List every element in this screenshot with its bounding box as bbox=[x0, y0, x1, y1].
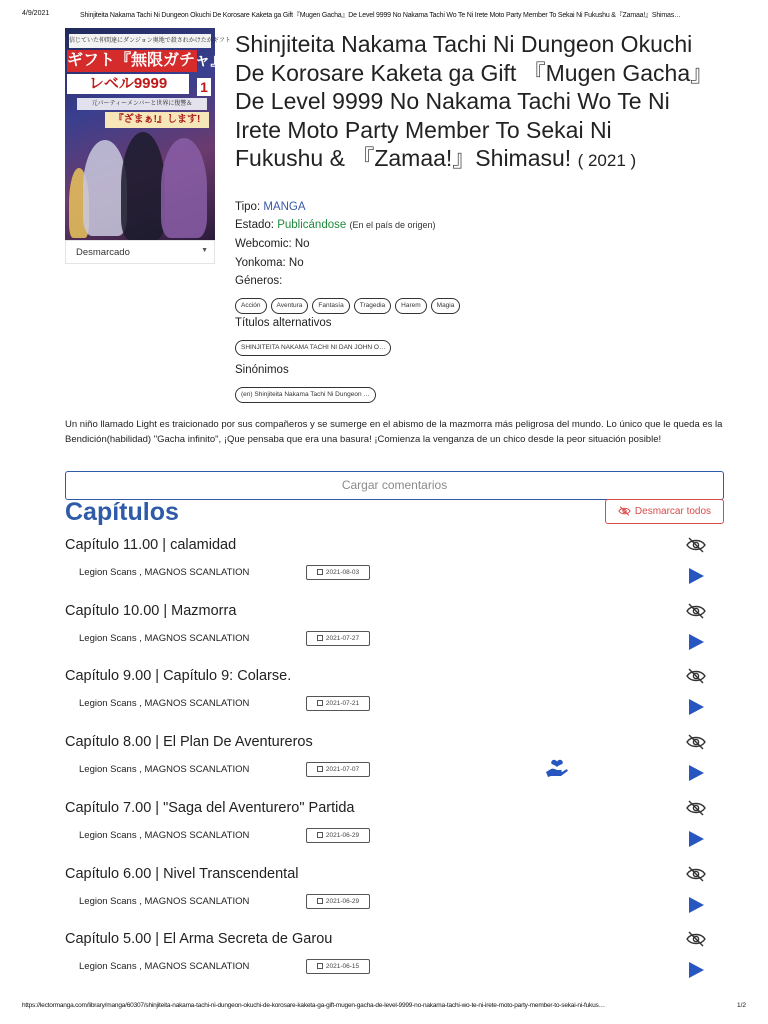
calendar-icon bbox=[317, 832, 323, 838]
scanlation-groups[interactable]: Legion Scans , MAGNOS SCANLATION bbox=[79, 764, 250, 775]
play-icon[interactable] bbox=[689, 962, 704, 978]
cover-text: ギフト『無限ガチャ』で bbox=[67, 50, 197, 72]
calendar-icon bbox=[317, 898, 323, 904]
manga-year: ( 2021 ) bbox=[577, 151, 637, 170]
chapter-title-link[interactable]: Capítulo 9.00 | Capítulo 9: Colarse. bbox=[65, 668, 292, 684]
calendar-icon bbox=[317, 963, 323, 969]
cover-figure bbox=[161, 138, 207, 238]
chapter-date bbox=[306, 762, 370, 777]
unmark-all-button[interactable] bbox=[605, 499, 724, 524]
play-icon[interactable] bbox=[689, 831, 704, 847]
print-title: Shinjiteita Nakama Tachi Ni Dungeon Okuchi De Korosare Kaketa ga Gift『Mugen Gacha』De Level 9999 No Nakama Tachi Wo Te Ni Irete Moto Party Member To Sekai Ni Fukushu &『Zamaa!』Shimas… bbox=[80, 12, 681, 19]
chapter-date bbox=[306, 959, 370, 974]
cover-text: 信じていた仲間達にダンジョン奥地で殺されかけたがギフト bbox=[69, 34, 211, 48]
status-value: Publicándose bbox=[277, 219, 347, 231]
chapter-date bbox=[306, 894, 370, 909]
print-header bbox=[22, 10, 746, 22]
cover-text: 元パーティーメンバーと世界に復讐＆ bbox=[77, 98, 207, 110]
play-icon[interactable] bbox=[689, 699, 704, 715]
synonyms-label: Sinónimos bbox=[235, 364, 289, 376]
status-label: Estado: bbox=[235, 219, 274, 231]
chapter-row bbox=[65, 931, 724, 991]
manga-cover[interactable] bbox=[65, 28, 243, 240]
hand-heart-icon[interactable] bbox=[545, 758, 569, 778]
eye-slash-icon bbox=[618, 506, 631, 516]
genre-chip[interactable]: Fantasía bbox=[312, 298, 349, 314]
calendar-icon bbox=[317, 766, 323, 772]
chapter-date-text: 2021-08-03 bbox=[325, 569, 360, 576]
chapter-date-text: 2021-07-27 bbox=[325, 635, 360, 642]
genre-chip[interactable]: Aventura bbox=[271, 298, 309, 314]
chapter-date-text: 2021-07-21 bbox=[325, 700, 360, 707]
calendar-icon bbox=[317, 569, 323, 575]
status-note: (En el país de origen) bbox=[349, 220, 436, 230]
eye-slash-icon[interactable] bbox=[686, 866, 706, 882]
page-title bbox=[235, 30, 705, 176]
chapter-row bbox=[65, 603, 724, 663]
eye-slash-icon[interactable] bbox=[686, 603, 706, 619]
chapter-title-link[interactable]: Capítulo 11.00 | calamidad bbox=[65, 537, 237, 553]
chapter-title-link[interactable]: Capítulo 7.00 | "Saga del Aventurero" Partida bbox=[65, 800, 355, 816]
calendar-icon bbox=[317, 700, 323, 706]
chapter-row bbox=[65, 668, 724, 728]
chapter-date bbox=[306, 696, 370, 711]
print-footer bbox=[22, 1002, 746, 1014]
reading-status-value: Desmarcado bbox=[76, 247, 130, 258]
cover-text: レベル9999 bbox=[67, 74, 189, 94]
type-label: Tipo: bbox=[235, 201, 261, 213]
play-icon[interactable] bbox=[689, 897, 704, 913]
chapter-row bbox=[65, 734, 724, 794]
manga-description: Un niño llamado Light es traicionado por sus compañeros y se sumerge en el abismo de la mazmorra más peligrosa del mundo. Lo único que le queda es la Bendición(habilidad) "Gacha infinito", ¡Que pensaba que era una basura! ¡Comienza la venganza de un chico desde la peor situación posible! bbox=[65, 419, 723, 445]
cover-text: 『ざまぁ!』します! bbox=[105, 112, 209, 128]
eye-slash-icon[interactable] bbox=[686, 668, 706, 684]
manga-title: Shinjiteita Nakama Tachi Ni Dungeon Okuchi De Korosare Kaketa ga Gift 『Mugen Gacha』De Level 9999 No Nakama Tachi Wo Te Ni Irete Moto Party Member To Sekai Ni Fukushu & 『Zamaa!』Shimasu! bbox=[235, 31, 702, 171]
play-icon[interactable] bbox=[689, 568, 704, 584]
chapter-title-link[interactable]: Capítulo 8.00 | El Plan De Aventureros bbox=[65, 734, 313, 750]
alt-title-chip[interactable]: SHINJITEITA NAKAMA TACHI NI DAN JOHN O… bbox=[235, 340, 391, 356]
scanlation-groups[interactable]: Legion Scans , MAGNOS SCANLATION bbox=[79, 896, 250, 907]
genre-chip[interactable]: Harem bbox=[395, 298, 427, 314]
eye-slash-icon[interactable] bbox=[686, 800, 706, 816]
type-link[interactable]: MANGA bbox=[263, 201, 306, 213]
genre-chip[interactable]: Acción bbox=[235, 298, 267, 314]
chapter-title-link[interactable]: Capítulo 5.00 | El Arma Secreta de Garou bbox=[65, 931, 333, 947]
load-comments-button[interactable]: Cargar comentarios bbox=[65, 471, 724, 500]
webcomic-row: Webcomic: No bbox=[235, 238, 310, 250]
unmark-all-label: Desmarcar todos bbox=[634, 506, 712, 517]
play-icon[interactable] bbox=[689, 634, 704, 650]
alt-titles-label: Títulos alternativos bbox=[235, 317, 332, 329]
eye-slash-icon[interactable] bbox=[686, 537, 706, 553]
chapter-row bbox=[65, 537, 724, 597]
chapter-row bbox=[65, 866, 724, 926]
type-row bbox=[235, 201, 306, 213]
genre-chip[interactable]: Tragedia bbox=[354, 298, 391, 314]
print-date: 4/9/2021 bbox=[22, 10, 50, 17]
chapter-title-link[interactable]: Capítulo 10.00 | Mazmorra bbox=[65, 603, 237, 619]
scanlation-groups[interactable]: Legion Scans , MAGNOS SCANLATION bbox=[79, 698, 250, 709]
print-page-number: 1/2 bbox=[736, 1002, 746, 1009]
scanlation-groups[interactable]: Legion Scans , MAGNOS SCANLATION bbox=[79, 830, 250, 841]
genre-list bbox=[235, 298, 460, 314]
yonkoma-row: Yonkoma: No bbox=[235, 257, 304, 269]
genre-chip[interactable]: Magia bbox=[431, 298, 461, 314]
chapter-row bbox=[65, 800, 724, 860]
reading-status-select[interactable] bbox=[65, 240, 215, 264]
scanlation-groups[interactable]: Legion Scans , MAGNOS SCANLATION bbox=[79, 961, 250, 972]
chevron-down-icon: ▼ bbox=[201, 247, 208, 254]
chapters-title: Capítulos bbox=[65, 498, 179, 526]
chapter-date bbox=[306, 565, 370, 580]
scanlation-groups[interactable]: Legion Scans , MAGNOS SCANLATION bbox=[79, 567, 250, 578]
chapter-title-link[interactable]: Capítulo 6.00 | Nivel Transcendental bbox=[65, 866, 299, 882]
print-url: https://lectormanga.com/library/manga/60307/shinjiteita-nakama-tachi-ni-dungeon-okuchi-de-korosare-kaketa-ga-gift-mugen-gacha-de-level-9999-no-nakama-tachi-wo-te-ni-irete-moto-party-member-to-sekai-ni-fukus… bbox=[22, 1002, 605, 1009]
calendar-icon bbox=[317, 635, 323, 641]
chapter-date bbox=[306, 631, 370, 646]
eye-slash-icon[interactable] bbox=[686, 931, 706, 947]
genres-label: Géneros: bbox=[235, 275, 283, 287]
chapter-date-text: 2021-06-29 bbox=[325, 898, 360, 905]
chapter-date-text: 2021-06-29 bbox=[325, 832, 360, 839]
chapter-date-text: 2021-06-15 bbox=[325, 963, 360, 970]
chapter-date bbox=[306, 828, 370, 843]
eye-slash-icon[interactable] bbox=[686, 734, 706, 750]
status-row bbox=[235, 219, 436, 231]
play-icon[interactable] bbox=[689, 765, 704, 781]
cover-volume-number: 1 bbox=[197, 78, 211, 96]
scanlation-groups[interactable]: Legion Scans , MAGNOS SCANLATION bbox=[79, 633, 250, 644]
synonym-chip[interactable]: (en) Shinjiteita Nakama Tachi Ni Dungeon … bbox=[235, 387, 376, 403]
cover-figure bbox=[121, 132, 165, 240]
chapter-date-text: 2021-07-07 bbox=[325, 766, 360, 773]
